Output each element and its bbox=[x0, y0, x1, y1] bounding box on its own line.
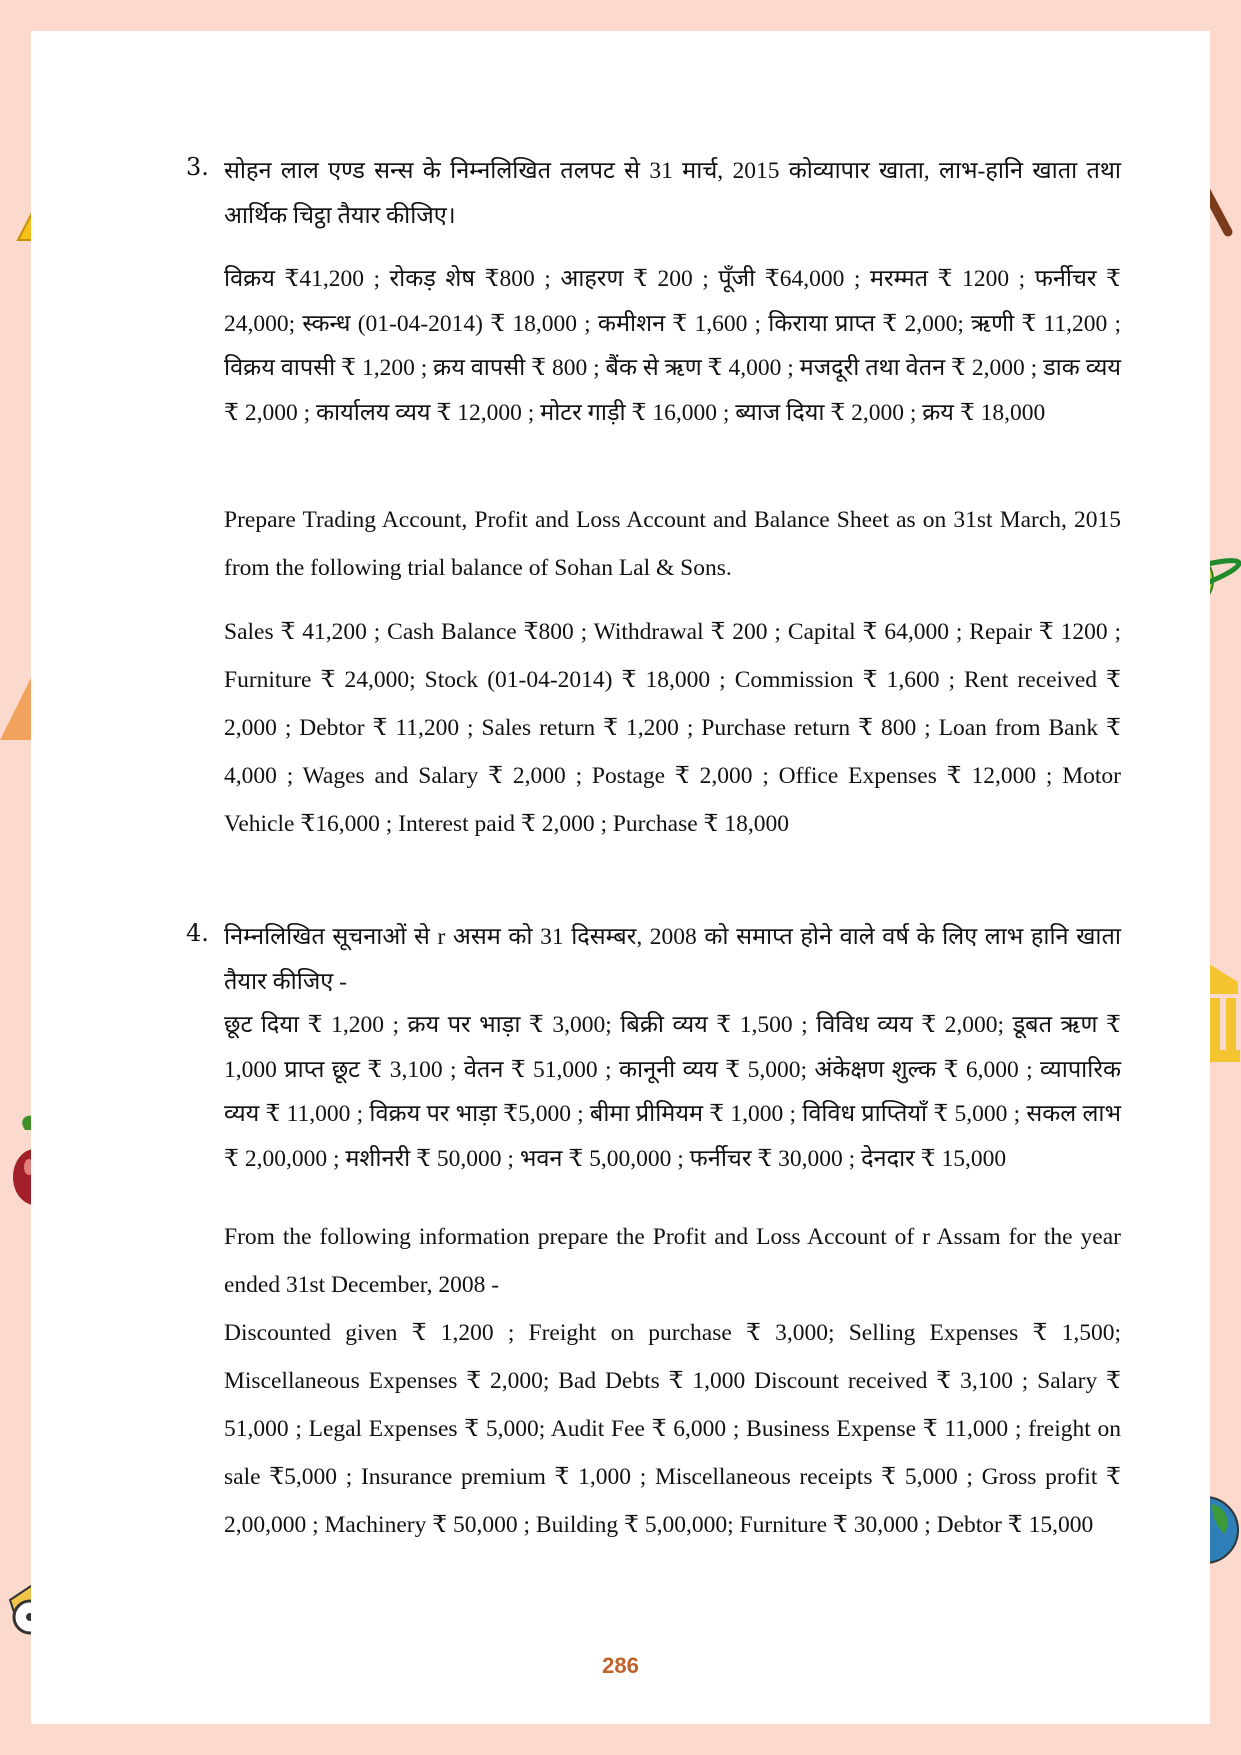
question-4-hindi-title: निम्नलिखित सूचनाओं से r असम को 31 दिसम्बर, 2008 को समाप्त होने वाले वर्ष के लिए लाभ हानि खाता तैयार कीजिए - bbox=[224, 924, 1121, 995]
document-page bbox=[31, 31, 1210, 1724]
question-4-hindi-items: छूट दिया ₹ 1,200 ; क्रय पर भाड़ा ₹ 3,000; बिक्री व्यय ₹ 1,500 ; विविध व्यय ₹ 2,000; डूबत ऋण ₹ 1,000 प्राप्त छूट ₹ 3,100 ; वेतन ₹ 51,000 ; कानूनी व्यय ₹ 5,000; अंकेक्षण शुल्क ₹ 6,000 ; व्यापारिक व्यय ₹ 11,000 ; विक्रय पर भाड़ा ₹5,000 ; बीमा प्रीमियम ₹ 1,000 ; विविध प्राप्तियाँ ₹ 5,000 ; सकल लाभ ₹ 2,00,000 ; मशीनरी ₹ 50,000 ; भवन ₹ 5,00,000 ; फर्नीचर ₹ 30,000 ; देनदार ₹ 15,000 bbox=[224, 1012, 1121, 1172]
question-4-english-items: Discounted given ₹ 1,200 ; Freight on purchase ₹ 3,000; Selling Expenses ₹ 1,500; Miscellaneous Expenses ₹ 2,000; Bad Debts ₹ 1,000 Discount received ₹ 3,100 ; Salary ₹ 51,000 ; Legal Expenses ₹ 5,000; Audit Fee ₹ 6,000 ; Business Expense ₹ 11,000 ; freight on sale ₹5,000 ; Insurance premium ₹ 1,000 ; Miscellaneous receipts ₹ 5,000 ; Gross profit ₹ 2,00,000 ; Machinery ₹ 50,000 ; Building ₹ 5,00,000; Furniture ₹ 30,000 ; Debtor ₹ 15,000 bbox=[224, 1320, 1121, 1538]
question-3-hindi-items: विक्रय ₹41,200 ; रोकड़ शेष ₹800 ; आहरण ₹ 200 ; पूँजी ₹64,000 ; मरम्मत ₹ 1200 ; फर्नीचर ₹ 24,000; स्कन्ध (01-04-2014) ₹ 18,000 ; कमीशन ₹ 1,600 ; किराया प्राप्त ₹ 2,000; ऋणी ₹ 11,200 ; विक्रय वापसी ₹ 1,200 ; क्रय वापसी ₹ 800 ; बैंक से ऋण ₹ 4,000 ; मजदूरी तथा वेतन ₹ 2,000 ; डाक व्यय ₹ 2,000 ; कार्यालय व्यय ₹ 12,000 ; मोटर गाड़ी ₹ 16,000 ; ब्याज दिया ₹ 2,000 ; क्रय ₹ 18,000 bbox=[224, 266, 1121, 426]
page-number: 286 bbox=[602, 1653, 639, 1678]
question-number: 3. bbox=[186, 153, 209, 181]
question-4-english-title: From the following information prepare the Profit and Loss Account of r Assam for the year ended 31st December, 2008 - bbox=[224, 1224, 1121, 1298]
question-3-hindi-title: सोहन लाल एण्ड सन्स के निम्नलिखित तलपट से 31 मार्च, 2015 कोव्यापार खाता, लाभ-हानि खाता तथा आर्थिक चिट्ठा तैयार कीजिए। bbox=[224, 158, 1121, 229]
question-3-english-items: Sales ₹ 41,200 ; Cash Balance ₹800 ; Withdrawal ₹ 200 ; Capital ₹ 64,000 ; Repair ₹ 1200 ; Furniture ₹ 24,000; Stock (01-04-2014) ₹ 18,000 ; Commission ₹ 1,600 ; Rent received ₹ 2,000 ; Debtor ₹ 11,200 ; Sales return ₹ 1,200 ; Purchase return ₹ 800 ; Loan from Bank ₹ 4,000 ; Wages and Salary ₹ 2,000 ; Postage ₹ 2,000 ; Office Expenses ₹ 12,000 ; Motor Vehicle ₹16,000 ; Interest paid ₹ 2,000 ; Purchase ₹ 18,000 bbox=[224, 619, 1121, 837]
question-3-english-title: Prepare Trading Account, Profit and Loss Account and Balance Sheet as on 31st March, 2015 from the following trial balance of Sohan Lal & Sons. bbox=[224, 507, 1121, 581]
question-number: 4. bbox=[186, 919, 209, 947]
